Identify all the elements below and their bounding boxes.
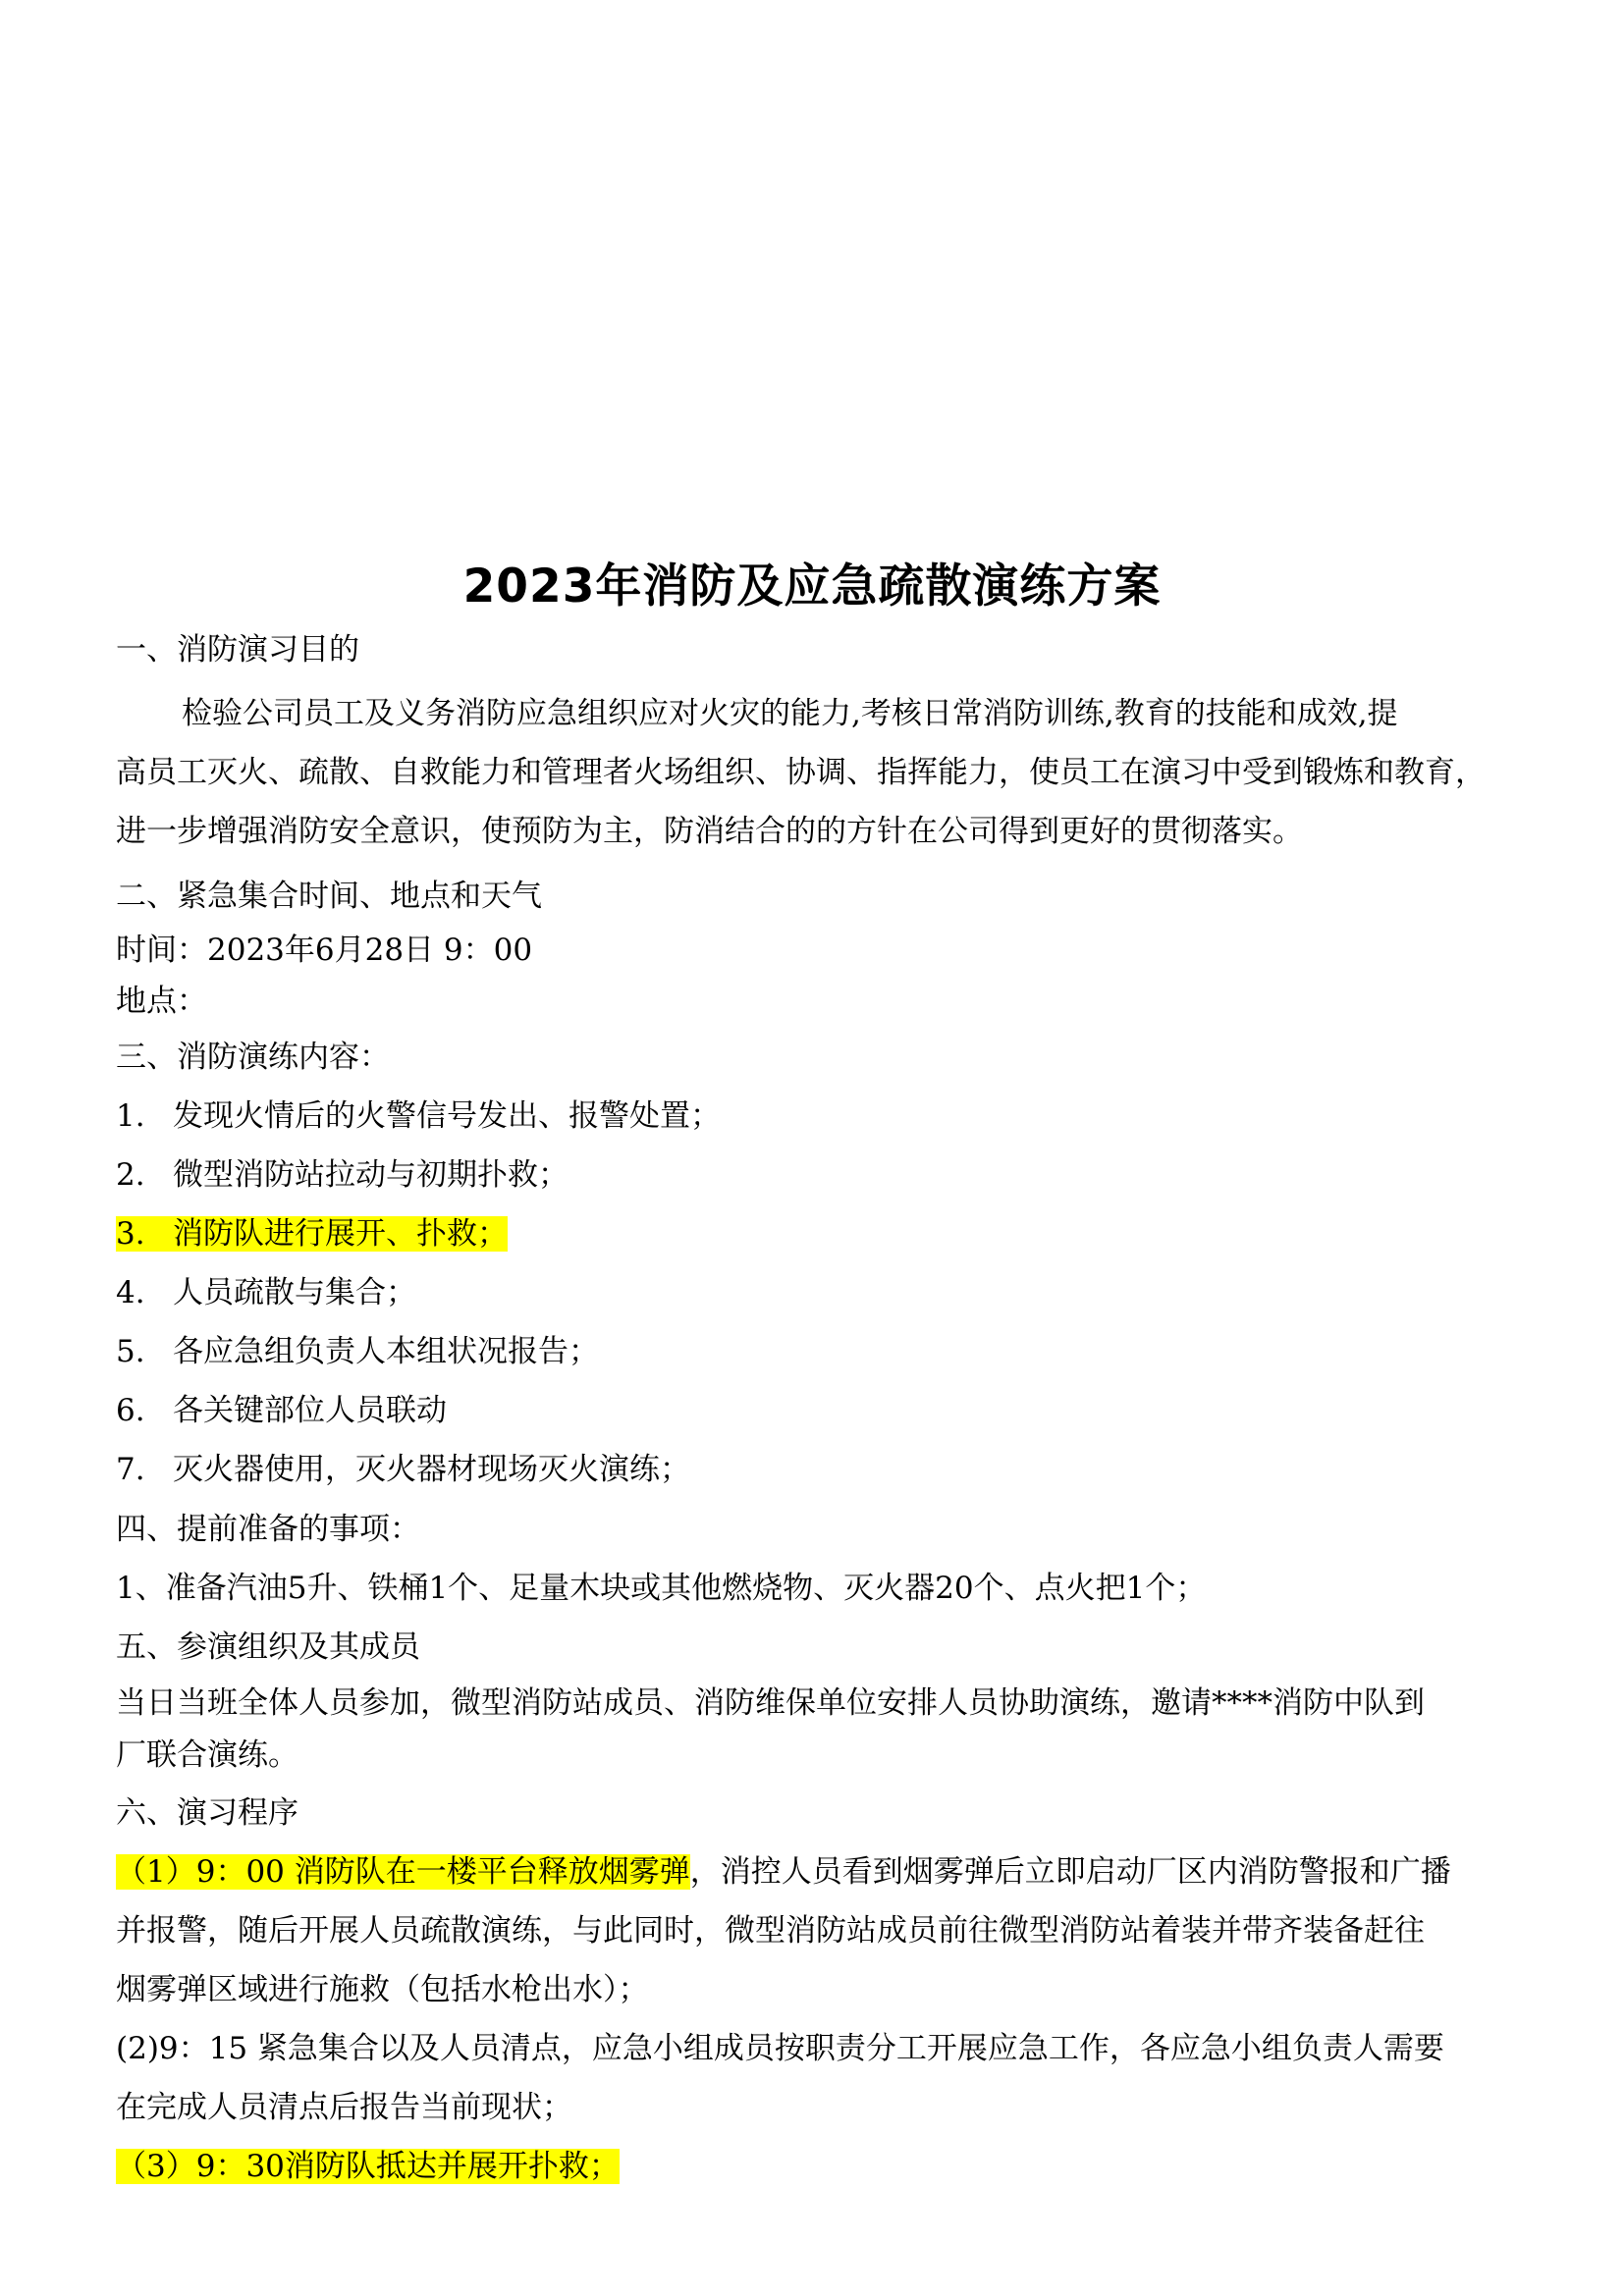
preparation-list: 1、准备汽油5升、铁桶1个、足量木块或其他燃烧物、灭火器20个、点火把1个； (116, 1571, 1207, 1606)
section-6-heading: 六、演习程序 (116, 1795, 298, 1831)
highlighted-text: （3）9：30消防队抵达并展开扑救； (116, 2149, 620, 2184)
section-1-heading: 一、消防演习目的 (116, 632, 359, 667)
procedure-step-2-line-1: (2)9：15 紧急集合以及人员清点，应急小组成员按职责分工开展应急工作，各应急小组负责人需要 (116, 2031, 1444, 2066)
section-3-heading: 三、消防演练内容： (116, 1040, 390, 1075)
section-1-paragraph-line-2: 高员工灭火、疏散、自救能力和管理者火场组织、协调、指挥能力，使员工在演习中受到锻炼和教育， (116, 755, 1486, 790)
list-item: 7. 灭火器使用，灭火器材现场灭火演练； (116, 1452, 690, 1487)
section-5-heading: 五、参演组织及其成员 (116, 1629, 420, 1665)
list-item: 4. 人员疏散与集合； (116, 1275, 416, 1310)
list-item: 5. 各应急组负责人本组状况报告； (116, 1334, 599, 1369)
highlighted-text: （1）9：00 消防队在一楼平台释放烟雾弹 (116, 1854, 690, 1890)
procedure-step-1-line-3: 烟雾弹区域进行施救（包括水枪出水）； (116, 1972, 649, 2007)
list-item: 6. 各关键部位人员联动 (116, 1393, 447, 1428)
participants-line-1: 当日当班全体人员参加，微型消防站成员、消防维保单位安排人员协助演练，邀请****消防中队到 (116, 1685, 1425, 1721)
procedure-step-1-line-2: 并报警，随后开展人员疏散演练，与此同时，微型消防站成员前往微型消防站着装并带齐装备赶往 (116, 1913, 1425, 1949)
list-item-highlighted: 3. 消防队进行展开、扑救； (116, 1216, 508, 1252)
document-title: 2023年消防及应急疏散演练方案 (462, 560, 1162, 614)
procedure-step-3 (116, 2147, 1520, 2186)
list-item: 1. 发现火情后的火警信号发出、报警处置； (116, 1098, 721, 1134)
section-1-paragraph-line-1: 检验公司员工及义务消防应急组织应对火灾的能力,考核日常消防训练,教育的技能和成效,提 (182, 696, 1398, 731)
section-1-paragraph-line-3: 进一步增强消防安全意识，使预防为主，防消结合的的方针在公司得到更好的贯彻落实。 (116, 814, 1303, 849)
participants-line-2: 厂联合演练。 (116, 1737, 298, 1773)
drill-time: 时间：2023年6月28日 9：00 (116, 933, 533, 968)
drill-place: 地点： (116, 984, 207, 1019)
procedure-step-2-line-2: 在完成人员清点后报告当前现状； (116, 2090, 572, 2125)
section-4-heading: 四、提前准备的事项： (116, 1512, 420, 1547)
procedure-step-1-line-1: （1）9：00 消防队在一楼平台释放烟雾弹，消控人员看到烟雾弹后立即启动厂区内消防警报和广播 (116, 1854, 1451, 1890)
section-2-heading: 二、紧急集合时间、地点和天气 (116, 879, 542, 914)
list-item: 2. 微型消防站拉动与初期扑救； (116, 1157, 568, 1193)
